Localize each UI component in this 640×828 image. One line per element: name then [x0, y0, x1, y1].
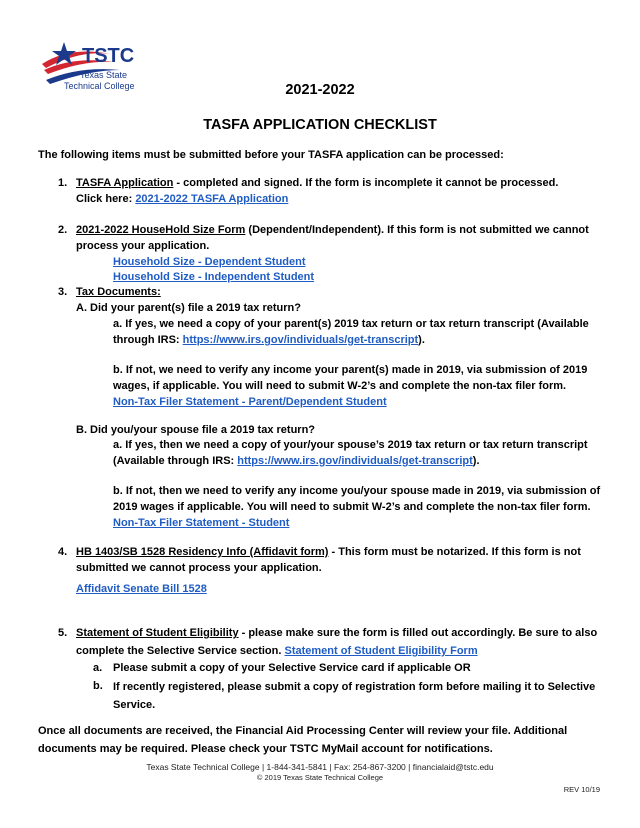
- closing-paragraph: [38, 722, 628, 758]
- item5: [76, 624, 621, 660]
- item1: [76, 175, 616, 207]
- question-b-yes-line2: (Available through IRS:: [113, 455, 238, 467]
- item3-number: 3.: [58, 286, 68, 298]
- question-a-yes-line2: through IRS:: [113, 334, 183, 346]
- item5-label: Statement of Student Eligibility: [76, 627, 239, 639]
- question-b-yes-line1: a. If yes, then we need a copy of your/your spouse’s 2019 tax return or tax return transcript: [113, 439, 588, 451]
- item1-label: TASFA Application: [76, 177, 174, 189]
- question-a-yes-line1: a. If yes, we need a copy of your parent(s) 2019 tax return or tax return transcript (Available: [113, 318, 589, 330]
- question-b-yes-end: ).: [472, 455, 480, 467]
- item2-label: 2021-2022 HouseHold Size Form: [76, 224, 246, 236]
- item3-label-row: [76, 284, 161, 300]
- item2: [76, 222, 616, 254]
- question-a: A. Did your parent(s) file a 2019 tax return?: [76, 302, 301, 314]
- item4-text-b: submitted we cannot process your application.: [76, 562, 322, 574]
- household-independent-link-row: [113, 269, 314, 285]
- item1-text: - completed and signed. If the form is incomplete it cannot be processed.: [173, 177, 559, 189]
- non-tax-filer-parent-link[interactable]: Non-Tax Filer Statement - Parent/Dependent Student: [113, 396, 387, 408]
- item5-sub-b-marker: b.: [93, 680, 103, 692]
- affidavit-link-row: [76, 581, 207, 597]
- item5-sub-b-line1: If recently registered, please submit a copy of registration form before mailing it to Selective: [113, 681, 596, 693]
- question-b: B. Did you/your spouse file a 2019 tax return?: [76, 424, 316, 436]
- irs-transcript-link-b[interactable]: https://www.irs.gov/individuals/get-transcript: [237, 455, 473, 467]
- tasfa-application-link[interactable]: 2021-2022 TASFA Application: [135, 193, 289, 205]
- irs-transcript-link-a[interactable]: https://www.irs.gov/individuals/get-transcript: [182, 334, 419, 346]
- item4-label: HB 1403/SB 1528 Residency Info (Affidavit form): [76, 546, 329, 558]
- question-b-no-line1: b. If not, then we need to verify any income you/your spouse made in 2019, via submission of: [113, 485, 601, 497]
- svg-text:TSTC: TSTC: [82, 45, 135, 67]
- household-independent-link[interactable]: Household Size - Independent Student: [113, 271, 315, 283]
- revision-label: REV 10/19: [563, 785, 600, 794]
- item2-text-a: (Dependent/Independent). If this form is not submitted we cannot: [245, 224, 589, 236]
- item5-number: 5.: [58, 627, 68, 639]
- item5-sub-a: Please submit a copy of your Selective Service card if applicable OR: [113, 662, 471, 674]
- item4: [76, 544, 616, 576]
- item5-text-a: - please make sure the form is filled out accordingly. Be sure to also: [238, 627, 598, 639]
- item5-sub-b: [113, 678, 613, 714]
- svg-text:Technical College: Technical College: [64, 81, 135, 91]
- item4-number: 4.: [58, 546, 68, 558]
- question-b-no: [113, 483, 623, 531]
- question-a-yes-end: ).: [418, 334, 425, 346]
- question-b-no-line2: 2019 wages if applicable. You will need to submit W-2’s and complete the non-tax filer form.: [113, 501, 591, 513]
- svg-text:Texas State: Texas State: [80, 70, 128, 80]
- household-dependent-link[interactable]: Household Size - Dependent Student: [113, 256, 306, 268]
- item5-text-b: complete the Selective Service section.: [76, 645, 285, 657]
- item5-sub-b-line2: Service.: [113, 699, 156, 711]
- closing-line1: Once all documents are received, the Financial Aid Processing Center will review your file. Additional: [38, 725, 568, 737]
- document-year: 2021-2022: [285, 82, 355, 98]
- footer-copyright: © 2019 Texas State Technical College: [256, 773, 384, 782]
- item2-text-b: process your application.: [76, 240, 210, 252]
- document-title: TASFA APPLICATION CHECKLIST: [203, 117, 437, 133]
- item3-label: Tax Documents:: [76, 286, 161, 298]
- item5-sub-a-marker: a.: [93, 662, 103, 674]
- footer-contact: Texas State Technical College | 1-844-341-5841 | Fax: 254-867-3200 | financialaid@tstc.edu: [146, 762, 494, 772]
- affidavit-senate-bill-link[interactable]: Affidavit Senate Bill 1528: [76, 583, 207, 595]
- question-b-yes: [113, 437, 623, 469]
- closing-line2: documents may be required. Please check your TSTC MyMail account for notifications.: [38, 743, 493, 755]
- household-dependent-link-row: [113, 254, 306, 270]
- item1-number: 1.: [58, 177, 68, 189]
- item1-click-here: Click here:: [76, 193, 136, 205]
- question-a-no-line2: wages, if applicable. You will need to submit W-2’s and complete the non-tax filer form.: [113, 380, 567, 392]
- intro-text: The following items must be submitted before your TASFA application can be processed:: [38, 149, 504, 161]
- item4-text-a: - This form must be notarized. If this form is not: [328, 546, 581, 558]
- non-tax-filer-student-link[interactable]: Non-Tax Filer Statement - Student: [113, 517, 290, 529]
- item2-number: 2.: [58, 224, 68, 236]
- question-a-no: [113, 362, 623, 410]
- student-eligibility-form-link[interactable]: Statement of Student Eligibility Form: [284, 645, 478, 657]
- question-a-yes: [113, 316, 623, 348]
- question-a-no-line1: b. If not, we need to verify any income your parent(s) made in 2019, via submission of 2019: [113, 364, 588, 376]
